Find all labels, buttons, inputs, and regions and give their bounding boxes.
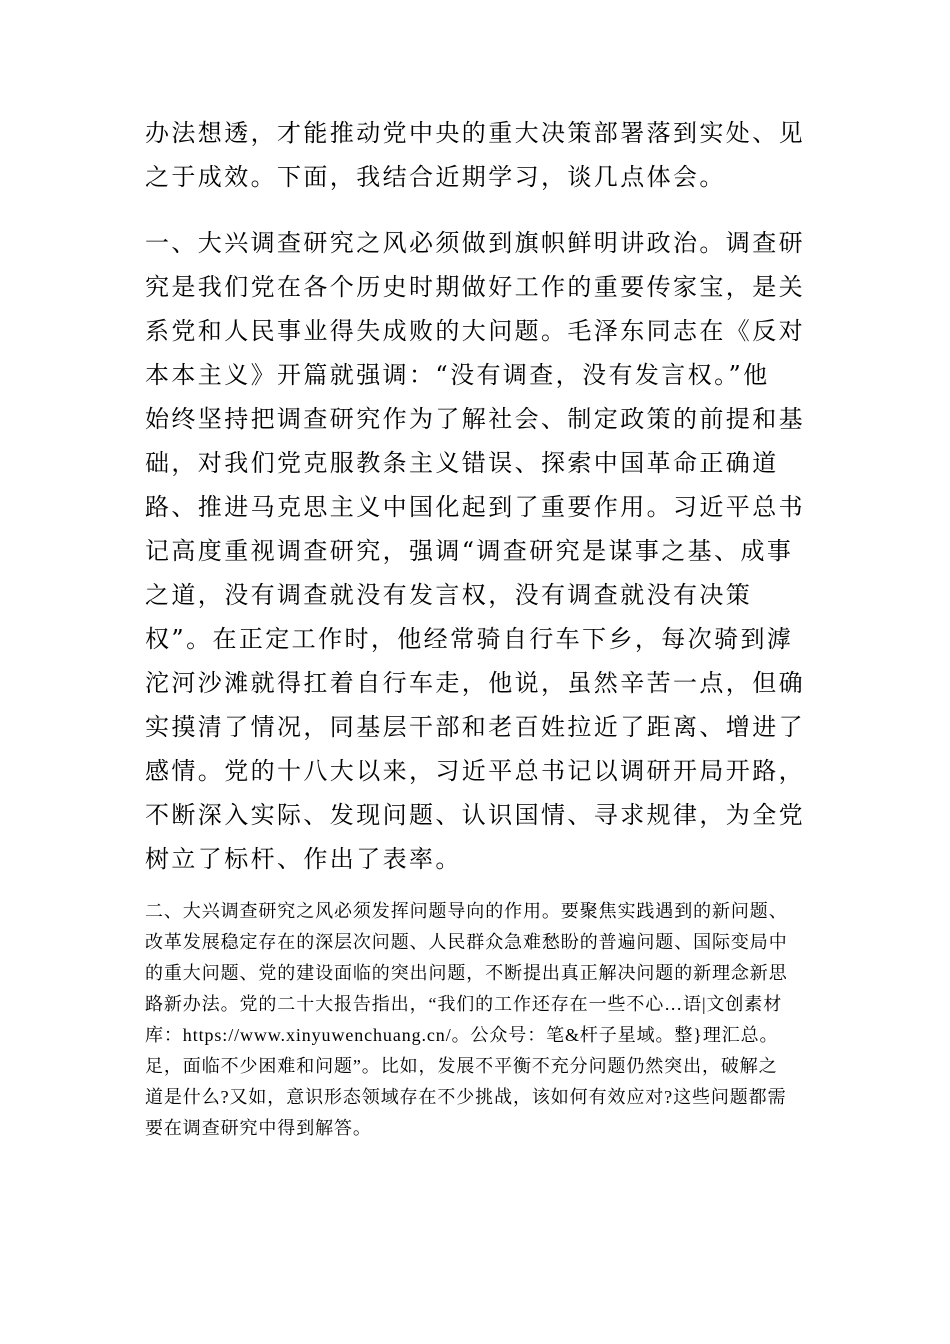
section-2-paragraph bbox=[145, 896, 825, 1144]
text-line: 道是什么?又如，意识形态领域存在不少挑战，该如何有效应对?这些问题都需 bbox=[145, 1087, 787, 1107]
text-line: 之于成效。下面，我结合近期学习，谈几点体会。 bbox=[145, 163, 726, 191]
text-line: 系党和人民事业得失成败的大问题。毛泽东同志在《反对 bbox=[145, 317, 805, 345]
text-line: 始终坚持把调查研究作为了解社会、制定政策的前提和基 bbox=[145, 405, 805, 433]
text-line: 路新办法。党的二十大报告指出，“我们的工作还存在一些不心…语|文创素材 bbox=[145, 994, 783, 1014]
text-line: 改革发展稳定存在的深层次问题、人民群众急难愁盼的普遍问题、国际变局中 bbox=[145, 932, 788, 952]
text-line: 的重大问题、党的建设面临的突出问题，不断提出真正解决问题的新理念新思 bbox=[145, 963, 788, 983]
intro-paragraph bbox=[145, 111, 825, 199]
text-line: 树立了标杆、作出了表率。 bbox=[145, 845, 462, 873]
text-line: 础，对我们党克服教条主义错误、探索中国革命正确道 bbox=[145, 449, 779, 477]
text-line: 沱河沙滩就得扛着自行车走，他说，虽然辛苦一点，但确 bbox=[145, 669, 805, 697]
text-line: 不断深入实际、发现问题、认识国情、寻求规律，为全党 bbox=[145, 801, 805, 829]
text-line: 记高度重视调查研究，强调“调查研究是谋事之基、成事 bbox=[145, 537, 794, 565]
text-line: 办法想透，才能推动党中央的重大决策部署落到实处、见 bbox=[145, 119, 805, 147]
text-line: 感情。党的十八大以来，习近平总书记以调研开局开路， bbox=[145, 757, 805, 785]
text-line: 足，面临不少困难和问题”。比如，发展不平衡不充分问题仍然突出，破解之 bbox=[145, 1056, 778, 1076]
text-line: 一、大兴调查研究之风必须做到旗帜鲜明讲政治。调查研 bbox=[145, 229, 805, 257]
text-line: 要在调查研究中得到解答。 bbox=[145, 1118, 372, 1138]
text-line: 实摸清了情况，同基层干部和老百姓拉近了距离、增进了 bbox=[145, 713, 805, 741]
text-line: 库：https://www.xinyuwenchuang.cn/。公众号：笔&杆子星域。整}理汇总。 bbox=[145, 1025, 779, 1045]
text-line: 究是我们党在各个历史时期做好工作的重要传家宝，是关 bbox=[145, 273, 805, 301]
text-line: 二、大兴调查研究之风必须发挥问题导向的作用。要聚焦实践遇到的新问题、 bbox=[145, 901, 788, 921]
text-line: 权”。在正定工作时，他经常骑自行车下乡，每次骑到滹 bbox=[145, 625, 794, 653]
section-1-paragraph bbox=[145, 221, 825, 881]
text-line: 本本主义》开篇就强调：“没有调查，没有发言权。”他 bbox=[145, 361, 770, 389]
text-line: 路、推进马克思主义中国化起到了重要作用。习近平总书 bbox=[145, 493, 805, 521]
text-line: 之道，没有调查就没有发言权，没有调查就没有决策 bbox=[145, 581, 753, 609]
